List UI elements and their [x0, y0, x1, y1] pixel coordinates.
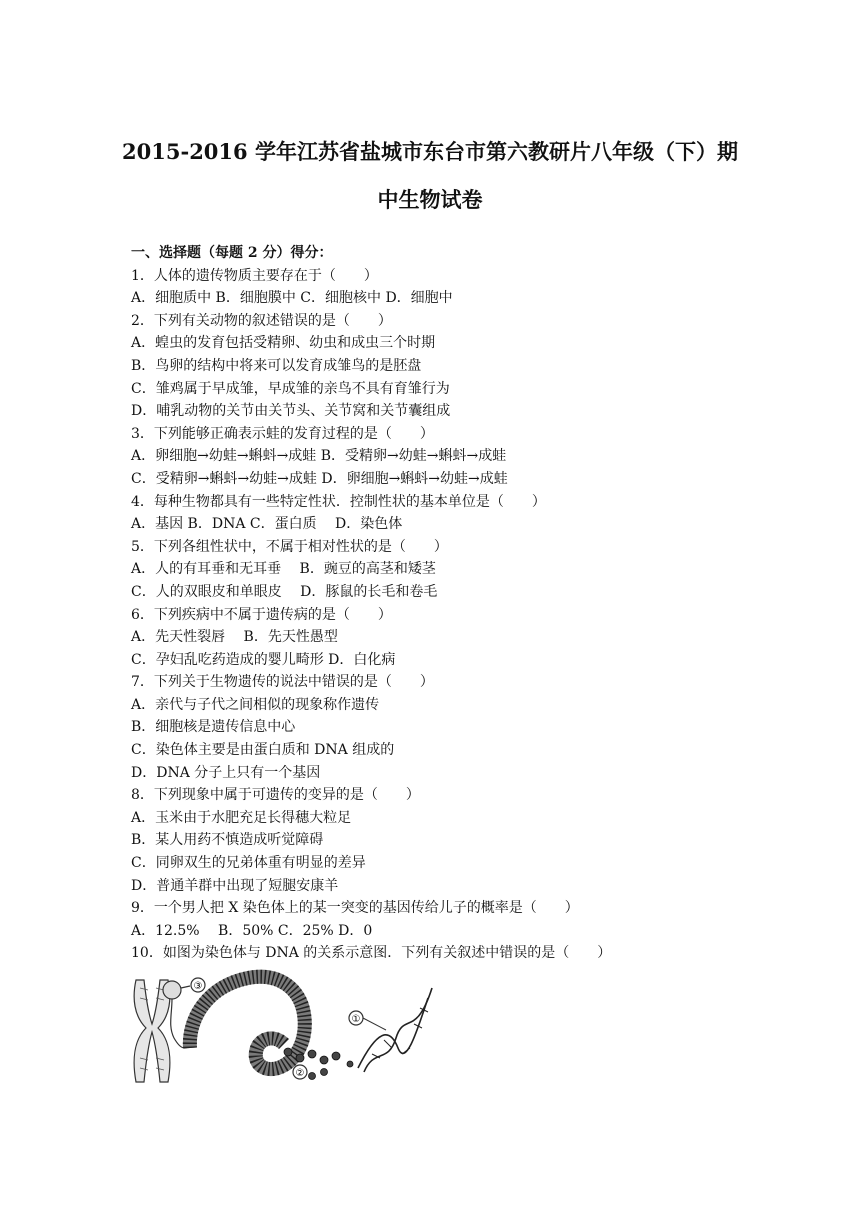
question-1: 1．人体的遗传物质主要存在于（ ）	[131, 267, 378, 284]
question-3-options-ab: A．卵细胞→幼蛙→蝌蚪→成蛙 B．受精卵→幼蛙→蝌蚪→成蛙	[131, 448, 507, 465]
question-2: 2．下列有关动物的叙述错误的是（ ）	[131, 312, 392, 329]
exam-title-line-2: 中生物试卷	[377, 187, 483, 212]
question-5: 5．下列各组性状中，不属于相对性状的是（ ）	[131, 538, 448, 555]
dna-double-helix	[358, 988, 432, 1072]
question-9: 9．一个男人把 X 染色体上的某一突变的基因传给儿子的概率是（ ）	[131, 900, 579, 917]
question-6-options-cd: C．孕妇乱吃药造成的婴儿畸形 D．白化病	[131, 651, 396, 668]
question-8-option-a: A．玉米由于水肥充足长得穗大粒足	[131, 809, 352, 826]
chromosome-dna-diagram	[128, 968, 438, 1088]
question-5-options-ab: A．人的有耳垂和无耳垂 B．豌豆的高茎和矮茎	[131, 561, 436, 578]
question-7: 7．下列关于生物遗传的说法中错误的是（ ）	[131, 674, 434, 691]
question-8-option-c: C．同卵双生的兄弟体重有明显的差异	[131, 855, 366, 872]
section-heading: 一、选择题（每题 2 分）得分：	[131, 245, 333, 261]
question-3: 3．下列能够正确表示蛙的发育过程的是（ ）	[131, 425, 434, 442]
question-6: 6．下列疾病中不属于遗传病的是（ ）	[131, 606, 392, 623]
question-4-options: A．基因 B．DNA C．蛋白质 D．染色体	[131, 516, 403, 533]
exam-title-line-1: 2015-2016 学年江苏省盐城市东台市第六教研片八年级（下）期	[122, 139, 738, 164]
question-8: 8．下列现象中属于可遗传的变异的是（ ）	[131, 787, 420, 804]
question-7-option-d: D．DNA 分子上只有一个基因	[131, 764, 321, 781]
label-1: ①	[351, 1014, 361, 1025]
label-2: ②	[295, 1068, 305, 1079]
question-6-options-ab: A．先天性裂唇 B．先天性愚型	[131, 629, 338, 646]
question-8-option-b: B．某人用药不慎造成听觉障碍	[131, 832, 324, 849]
question-7-option-c: C．染色体主要是由蛋白质和 DNA 组成的	[131, 742, 395, 759]
question-3-options-cd: C．受精卵→蝌蚪→幼蛙→成蛙 D．卵细胞→蝌蚪→幼蛙→成蛙	[131, 470, 508, 487]
question-8-option-d: D．普通羊群中出现了短腿安康羊	[131, 877, 339, 894]
question-7-option-a: A．亲代与子代之间相似的现象称作遗传	[131, 696, 380, 713]
question-5-options-cd: C．人的双眼皮和单眼皮 D．豚鼠的长毛和卷毛	[131, 583, 438, 600]
question-4: 4．每种生物都具有一些特定性状．控制性状的基本单位是（ ）	[131, 493, 546, 510]
question-2-option-d: D．哺乳动物的关节由关节头、关节窝和关节囊组成	[131, 403, 451, 420]
question-2-option-a: A．蝗虫的发育包括受精卵、幼虫和成虫三个时期	[131, 335, 436, 352]
question-7-option-b: B．细胞核是遗传信息中心	[131, 719, 296, 736]
question-2-option-b: B．鸟卵的结构中将来可以发育成雏鸟的是胚盘	[131, 357, 422, 374]
question-list	[131, 242, 781, 965]
question-1-options: A．细胞质中 B．细胞膜中 C．细胞核中 D．细胞中	[131, 290, 453, 307]
question-9-options: A．12.5% B．50% C．25% D．0	[131, 922, 373, 939]
label-3: ③	[193, 981, 203, 992]
question-2-option-c: C．雏鸡属于早成雏，早成雏的亲鸟不具有育雏行为	[131, 380, 450, 397]
question-10: 10．如图为染色体与 DNA 的关系示意图．下列有关叙述中错误的是（ ）	[131, 945, 612, 962]
